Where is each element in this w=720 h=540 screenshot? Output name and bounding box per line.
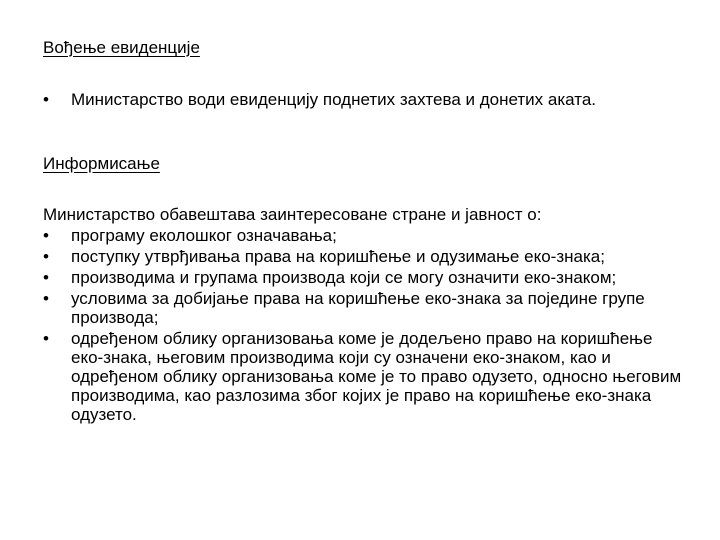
records-list [43,90,683,109]
information-intro: Министарство обавештава заинтересоване стране и јавност о: [43,205,542,224]
bullet-icon: • [43,329,49,348]
information-list [43,226,683,424]
list-item-text: одређеном облику организовања коме је додељено право на коришћење еко-знака, његовим производима који су означени еко-знаком, као и одређеном облику организовања коме је то право одузето, односно његовим производима, као разлозима због којих је право на коришћење еко-знака одузето. [71,329,682,424]
list-item [43,329,683,424]
bullet-icon: • [43,289,49,308]
list-item-text: условима за добијање права на коришћење еко-знака за поједине групе производа; [71,289,645,327]
bullet-icon: • [43,90,49,109]
bullet-icon: • [43,268,49,287]
list-item-text: поступку утврђивања права на коришћење и одузимање еко-знака; [71,247,605,266]
list-item [43,247,683,266]
list-item [43,289,683,327]
records-section [43,90,683,111]
heading-records: Вођење евиденције [43,38,200,57]
bullet-icon: • [43,226,49,245]
bullet-icon: • [43,247,49,266]
information-section [43,205,683,426]
list-item [43,268,683,287]
heading-information: Информисање [43,154,160,173]
list-item [43,90,683,109]
list-item-text: програму еколошког означавања; [71,226,337,245]
list-item-text: производима и групама производа који се могу означити еко-знаком; [71,268,617,287]
list-item [43,226,683,245]
list-item-text: Министарство води евиденцију поднетих захтева и донетих аката. [71,90,596,109]
